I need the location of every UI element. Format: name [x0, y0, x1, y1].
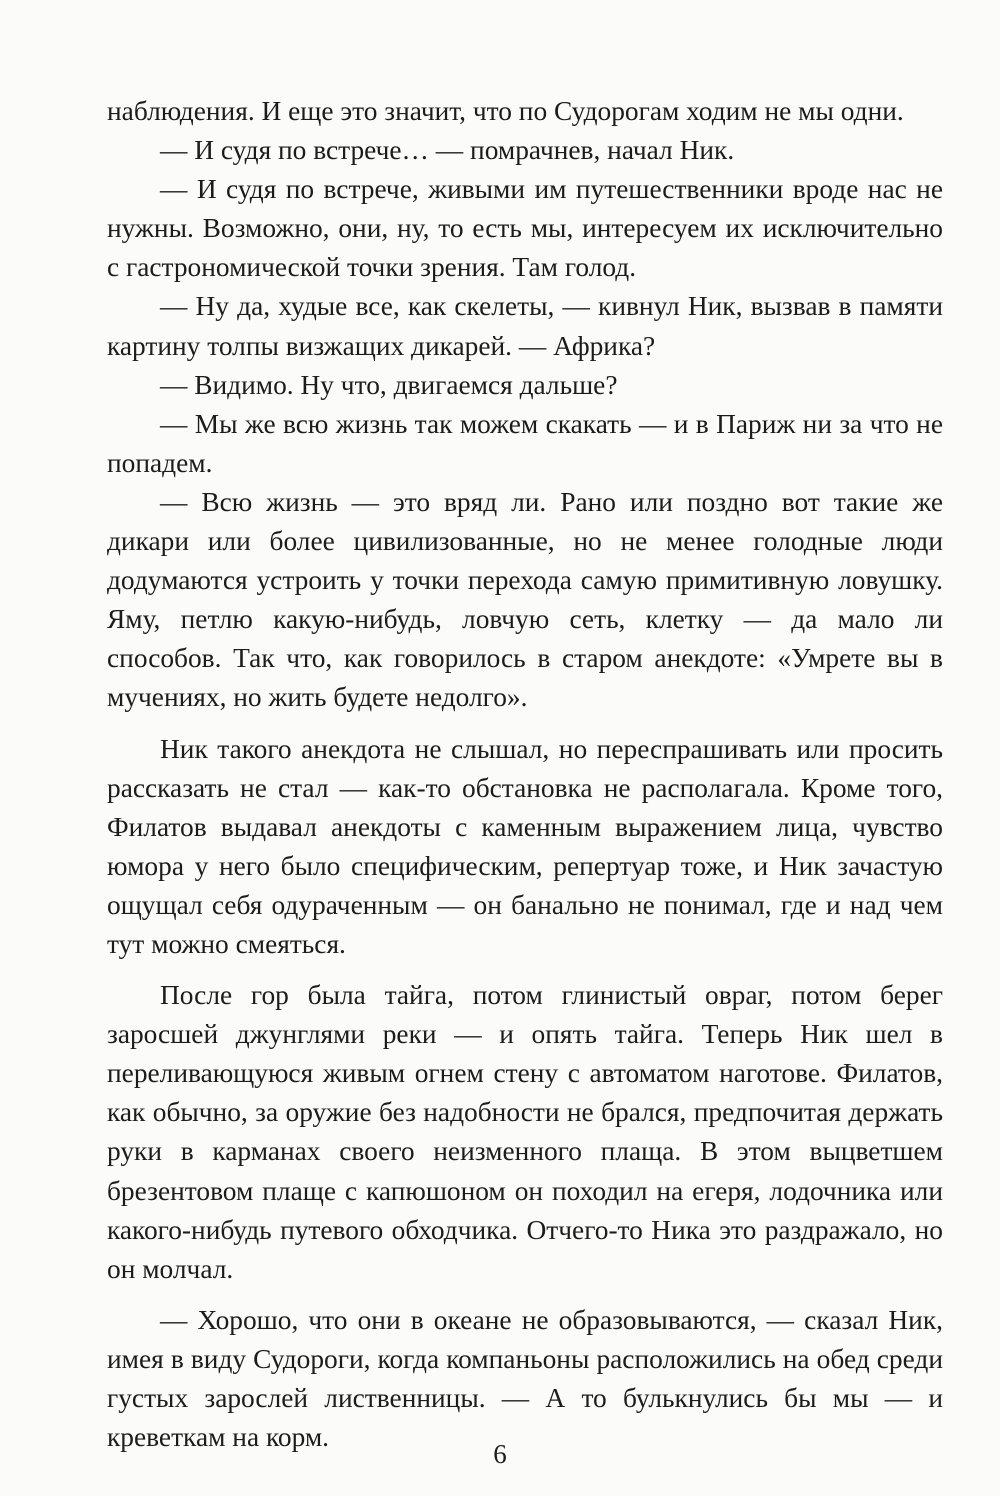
paragraph: После гор была тайга, потом глинистый овраг, потом берег заросшей джунглями реки — и опять тайга. Теперь Ник шел в переливающуюся живым огнем стену с автоматом наготове. Филатов, как обычно, за оружие без надобности не брался, предпочитая держать руки в карманах своего неизменного плаща. В этом выцветшем брезентовом плаще с капюшоном он походил на егеря, лодочника или какого-нибудь путевого обходчика. Отчего-то Ника это раздражало, но он молчал.	[107, 980, 943, 1284]
paragraph: — И судя по встрече, живыми им путешественники вроде нас не нужны. Возможно, они, ну, то есть мы, интересуем их исключительно с гастрономической точки зрения. Там голод.	[107, 174, 943, 283]
paragraph: — Видимо. Ну что, двигаемся дальше?	[160, 369, 618, 400]
paragraph: — Ну да, худые все, как скелеты, — кивнул Ник, вызвав в памяти картину толпы визжащих дикарей. — Африка?	[107, 291, 943, 361]
paragraph: наблюдения. И еще это значит, что по Судорогам ходим не мы одни.	[107, 96, 904, 126]
paragraph: — И судя по встрече… — помрачнев, начал Ник.	[160, 135, 735, 166]
paragraph: Ник такого анекдота не слышал, но переспрашивать или просить рассказать не стал — как-то обстановка не располагала. Кроме того, Филатов выдавал анекдоты с каменным выражением лица, чувство юмора у него было специфическим, репертуар тоже, и Ник зачастую ощущал себя одураченным — он банально не понимал, где и над чем тут можно смеяться.	[107, 733, 943, 959]
paragraph: — Мы же всю жизнь так можем скакать — и в Париж ни за что не попадем.	[107, 408, 943, 478]
body-text	[107, 92, 943, 1457]
paragraph: — Всю жизнь — это вряд ли. Рано или поздно вот такие же дикари или более цивилизованные, но не менее голодные люди додумаются устроить у точки перехода самую примитивную ловушку. Яму, петлю какую-нибудь, ловчую сеть, клетку — да мало ли способов. Так что, как говорилось в старом анекдоте: «Умрете вы в мучениях, но жить будете недолго».	[107, 486, 943, 713]
paragraph: — Хорошо, что они в океане не образовываются, — сказал Ник, имея в виду Судороги, когда компаньоны расположились на обед среди густых зарослей лиственницы. — А то булькнулись бы мы — и креветкам на корм.	[107, 1304, 943, 1453]
page-number: 6	[493, 1439, 507, 1469]
